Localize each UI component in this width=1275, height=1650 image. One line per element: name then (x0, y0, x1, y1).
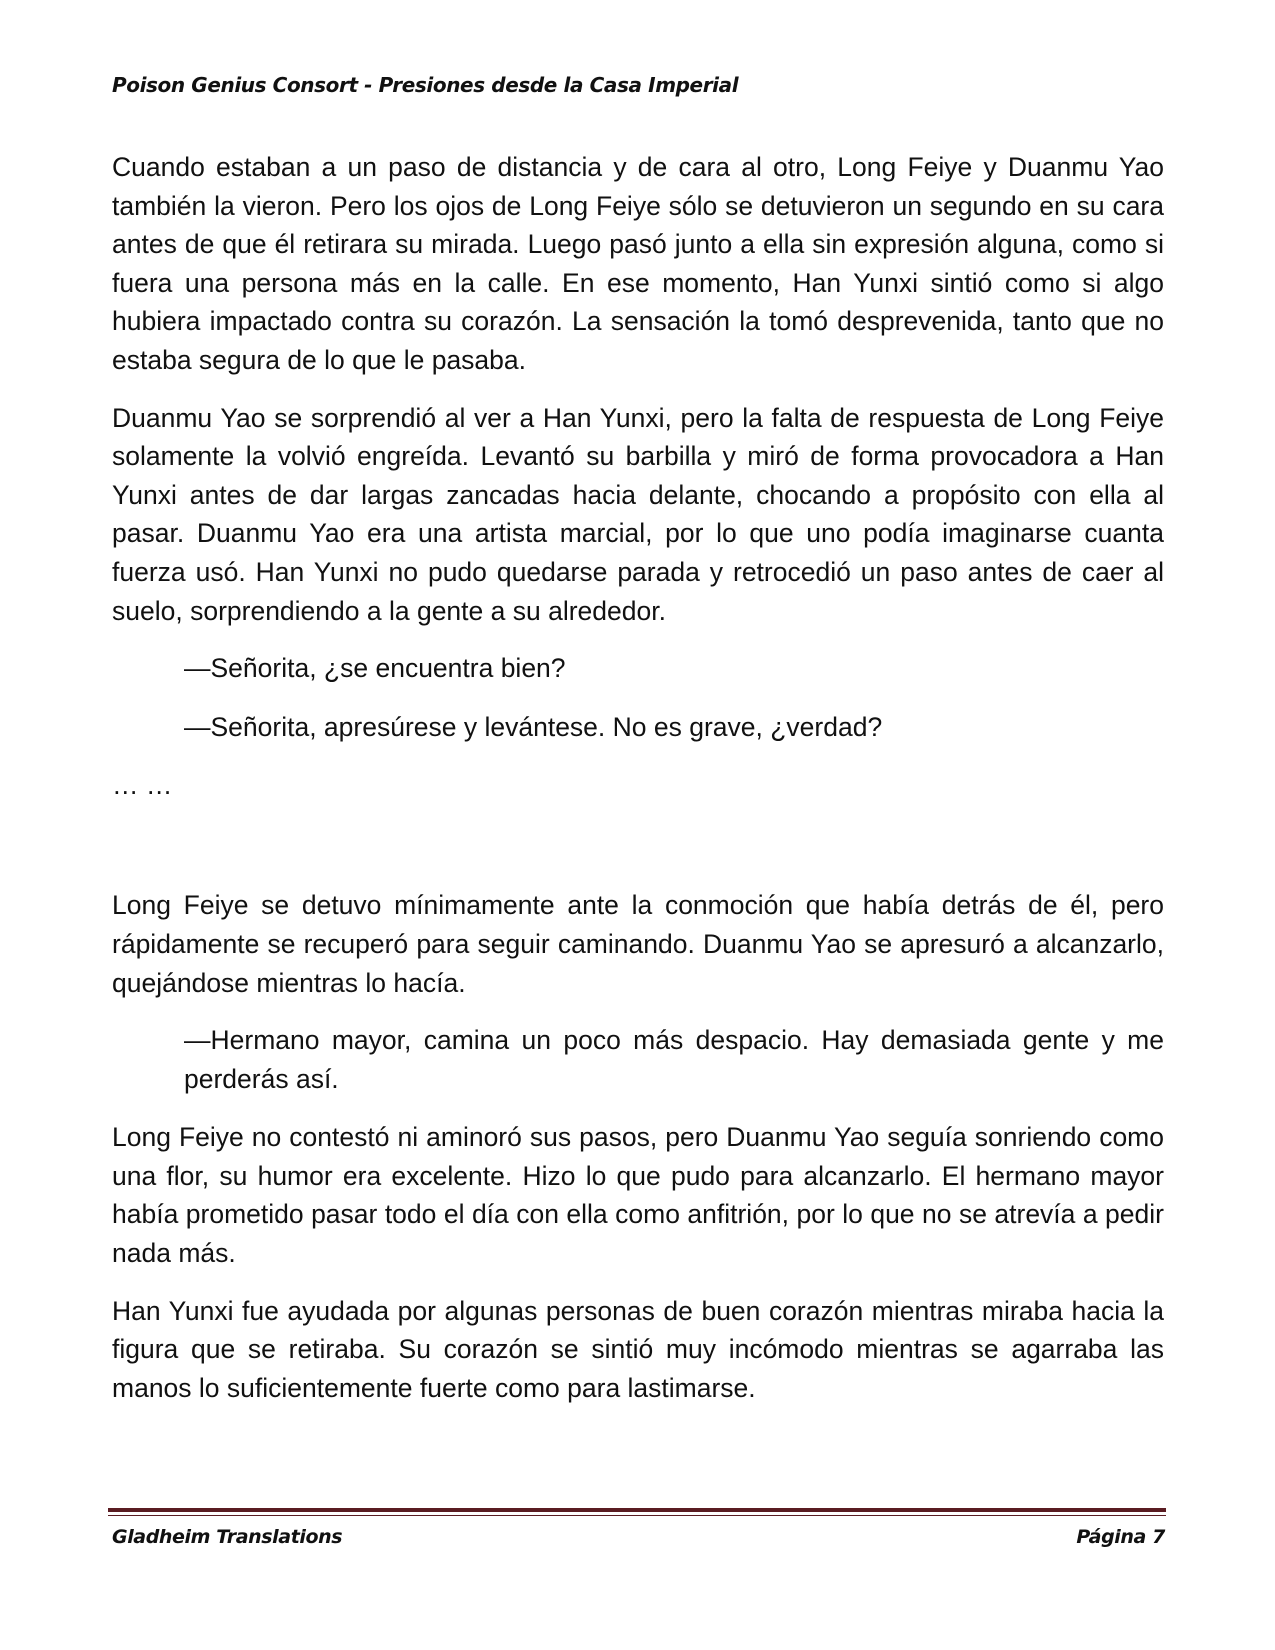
paragraph: Long Feiye se detuvo mínimamente ante la conmoción que había detrás de él, pero rápidamente se recuperó para seguir caminando. Duanmu Yao se apresuró a alcanzarlo, quejándose mientras lo hacía. (112, 890, 1164, 998)
paragraph: Cuando estaban a un paso de distancia y de cara al otro, Long Feiye y Duanmu Yao también la vieron. Pero los ojos de Long Feiye sólo se detuvieron un segundo en su cara antes de que él retirara su mirada. Luego pasó junto a ella sin expresión alguna, como si fuera una persona más en la calle. En ese momento, Han Yunxi sintió como si algo hubiera impactado contra su corazón. La sensación la tomó desprevenida, tanto que no estaba segura de lo que le pasaba. (112, 152, 1164, 375)
body-text (112, 148, 1164, 1426)
dialogue-line: —Hermano mayor, camina un poco más despacio. Hay demasiada gente y me perderás así. (184, 1025, 1164, 1094)
dialogue-line: —Señorita, ¿se encuentra bien? (184, 653, 566, 684)
paragraph: Duanmu Yao se sorprendió al ver a Han Yunxi, pero la falta de respuesta de Long Feiye solamente la volvió engreída. Levantó su barbilla y miró de forma provocadora a Han Yunxi antes de dar largas zancadas hacia delante, chocando a propósito con ella al pasar. Duanmu Yao era una artista marcial, por lo que uno podía imaginarse cuanta fuerza usó. Han Yunxi no pudo quedarse parada y retrocedió un paso antes de caer al suelo, sorprendiendo a la gente a su alrededor. (112, 402, 1164, 626)
paragraph: Long Feiye no contestó ni aminoró sus pasos, pero Duanmu Yao seguía sonriendo como una flor, su humor era excelente. Hizo lo que pudo para alcanzarlo. El hermano mayor había prometido pasar todo el día con ella como anfitrión, por lo que no se atrevía a pedir nada más. (112, 1122, 1164, 1269)
paragraph: Han Yunxi fue ayudada por algunas personas de buen corazón mientras miraba hacia la figura que se retiraba. Su corazón se sintió muy incómodo mientras se agarraba las manos lo suficientemente fuerte como para lastimarse. (112, 1295, 1164, 1403)
running-header-title: Poison Genius Consort - Presiones desde la Casa Imperial (112, 73, 739, 97)
footer-rule-thin (108, 1515, 1166, 1516)
footer-page-number: Página 7 (1076, 1526, 1165, 1548)
footer-publisher: Gladheim Translations (112, 1526, 343, 1548)
scene-break-ellipsis: … … (112, 770, 173, 801)
dialogue-line: —Señorita, apresúrese y levántese. No es grave, ¿verdad? (184, 711, 883, 742)
footer-rule-thick (108, 1508, 1166, 1512)
